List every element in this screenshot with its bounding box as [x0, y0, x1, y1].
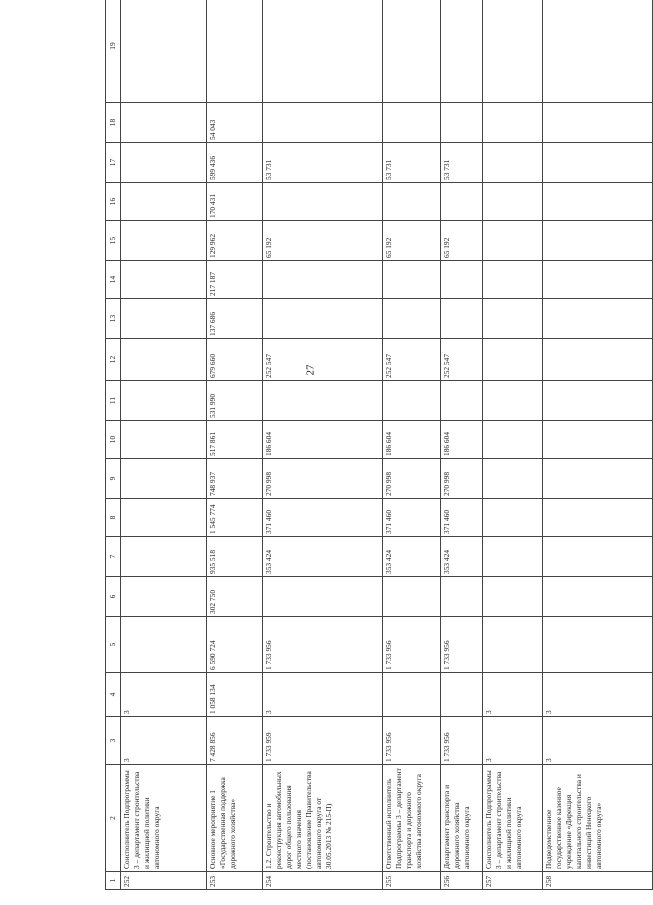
value-cell: [121, 381, 207, 421]
value-cell: [121, 339, 207, 381]
table-row: [383, 0, 441, 890]
column-header: 3: [106, 717, 121, 765]
column-header: 4: [106, 673, 121, 717]
value-cell: 270 998: [263, 459, 383, 499]
value-cell: [263, 381, 383, 421]
value-cell: [441, 103, 483, 143]
value-cell: [543, 261, 653, 299]
page-number-text: 27: [304, 364, 316, 376]
table-row: [207, 0, 263, 890]
value-cell: [121, 577, 207, 617]
value-cell: [383, 0, 441, 103]
value-cell: 1 733 959: [263, 717, 383, 765]
value-cell: [121, 183, 207, 221]
value-cell: [543, 221, 653, 261]
value-cell: [383, 299, 441, 339]
value-cell: [383, 381, 441, 421]
value-cell: 599 436: [207, 143, 263, 183]
value-cell: [441, 673, 483, 717]
value-cell: 302 750: [207, 577, 263, 617]
value-cell: [543, 381, 653, 421]
row-label-cell: 1.2. Строительство и реконструкция автомобильных дорог общего пользования местного значения (постановление Правительства автономного округа от 30.05.2013 № 215-П): [263, 765, 383, 872]
value-cell: 3: [483, 673, 543, 717]
table-row: [543, 0, 653, 890]
value-cell: 137 686: [207, 299, 263, 339]
value-cell: [121, 499, 207, 537]
value-cell: [263, 103, 383, 143]
value-cell: [543, 299, 653, 339]
value-cell: [483, 221, 543, 261]
value-cell: [483, 617, 543, 673]
table-row: [483, 0, 543, 890]
value-cell: 371 460: [263, 499, 383, 537]
value-cell: 170 431: [207, 183, 263, 221]
value-cell: [263, 577, 383, 617]
value-cell: [383, 261, 441, 299]
value-cell: 252 547: [263, 339, 383, 381]
value-cell: [483, 103, 543, 143]
column-header: 17: [106, 143, 121, 183]
value-cell: [483, 183, 543, 221]
value-cell: 217 187: [207, 261, 263, 299]
value-cell: [121, 261, 207, 299]
value-cell: [543, 577, 653, 617]
value-cell: 186 604: [383, 421, 441, 459]
value-cell: [383, 103, 441, 143]
value-cell: [121, 537, 207, 577]
value-cell: 679 660: [207, 339, 263, 381]
value-cell: [483, 499, 543, 537]
value-cell: 1 733 956: [383, 717, 441, 765]
value-cell: 371 460: [383, 499, 441, 537]
value-cell: [543, 499, 653, 537]
value-cell: [543, 183, 653, 221]
value-cell: [543, 617, 653, 673]
table-wrapper: [105, 10, 603, 890]
budget-table: [105, 0, 653, 890]
row-label-cell: Соисполнитель Подпрограммы 3 – департамент строительства и жилищной политики автономного округа: [483, 765, 543, 872]
value-cell: [483, 381, 543, 421]
value-cell: [441, 577, 483, 617]
value-cell: 252 547: [441, 339, 483, 381]
value-cell: [483, 577, 543, 617]
value-cell: [121, 143, 207, 183]
column-header: 14: [106, 261, 121, 299]
value-cell: 54 043: [207, 103, 263, 143]
header-row: [106, 0, 121, 890]
row-label-cell: Ответственный исполнитель Подпрограммы 3 – департамент транспорта и дорожного хозяйства автономного округа: [383, 765, 441, 872]
value-cell: 3: [483, 717, 543, 765]
value-cell: [121, 103, 207, 143]
value-cell: 186 604: [441, 421, 483, 459]
value-cell: [263, 183, 383, 221]
value-cell: 270 998: [383, 459, 441, 499]
column-header: 16: [106, 183, 121, 221]
row-number-cell: 252: [121, 872, 207, 890]
column-header: 13: [106, 299, 121, 339]
value-cell: 53 731: [383, 143, 441, 183]
value-cell: [441, 381, 483, 421]
value-cell: 53 731: [263, 143, 383, 183]
value-cell: [483, 537, 543, 577]
row-label-cell: Подведомственное государственное казенное учреждение «Дирекция капитального строительства и инвестиций Ненецкого автономного округа»: [543, 765, 653, 872]
value-cell: [483, 143, 543, 183]
column-header: 7: [106, 537, 121, 577]
value-cell: [543, 339, 653, 381]
value-cell: [483, 421, 543, 459]
value-cell: 270 998: [441, 459, 483, 499]
value-cell: 3: [543, 673, 653, 717]
value-cell: [121, 617, 207, 673]
row-label-cell: Основное мероприятие 1 «Государственная поддержка дорожного хозяйства»: [207, 765, 263, 872]
value-cell: 65 192: [441, 221, 483, 261]
value-cell: [441, 183, 483, 221]
value-cell: [543, 0, 653, 103]
value-cell: 1 545 774: [207, 499, 263, 537]
value-cell: 1 733 956: [383, 617, 441, 673]
value-cell: [441, 261, 483, 299]
table-row: [263, 0, 383, 890]
column-header: 19: [106, 0, 121, 103]
value-cell: [543, 537, 653, 577]
value-cell: [121, 421, 207, 459]
value-cell: [121, 221, 207, 261]
column-header: 10: [106, 421, 121, 459]
value-cell: [483, 459, 543, 499]
value-cell: 129 962: [207, 221, 263, 261]
value-cell: [263, 0, 383, 103]
value-cell: 53 731: [441, 143, 483, 183]
value-cell: [121, 459, 207, 499]
value-cell: 7 428 856: [207, 717, 263, 765]
value-cell: [383, 673, 441, 717]
value-cell: [543, 143, 653, 183]
value-cell: 6 590 724: [207, 617, 263, 673]
row-number-cell: 254: [263, 872, 383, 890]
column-header: 6: [106, 577, 121, 617]
value-cell: [441, 0, 483, 103]
value-cell: 353 424: [263, 537, 383, 577]
value-cell: [483, 339, 543, 381]
column-header: 8: [106, 499, 121, 537]
table-row: [121, 0, 207, 890]
value-cell: 748 937: [207, 459, 263, 499]
value-cell: 186 604: [263, 421, 383, 459]
value-cell: [441, 299, 483, 339]
value-cell: 3: [121, 673, 207, 717]
row-label-cell: Соисполнитель Подпрограммы 3 – департамент строительства и жилищной политики автономного округа: [121, 765, 207, 872]
value-cell: [207, 0, 263, 103]
value-cell: 517 861: [207, 421, 263, 459]
value-cell: 3: [543, 717, 653, 765]
row-label-cell: Департамент транспорта и дорожного хозяйства автономного округа: [441, 765, 483, 872]
value-cell: 1 733 956: [441, 717, 483, 765]
column-header: 9: [106, 459, 121, 499]
value-cell: 353 424: [383, 537, 441, 577]
row-number-cell: 253: [207, 872, 263, 890]
row-number-cell: 258: [543, 872, 653, 890]
value-cell: [121, 299, 207, 339]
column-header: 5: [106, 617, 121, 673]
row-number-cell: 257: [483, 872, 543, 890]
value-cell: 3: [121, 717, 207, 765]
value-cell: 935 518: [207, 537, 263, 577]
value-cell: 65 192: [383, 221, 441, 261]
value-cell: [383, 577, 441, 617]
value-cell: 1 733 956: [263, 617, 383, 673]
table-row: [441, 0, 483, 890]
column-header: 11: [106, 381, 121, 421]
column-header: 2: [106, 765, 121, 872]
value-cell: [543, 459, 653, 499]
value-cell: 3: [263, 673, 383, 717]
value-cell: [543, 103, 653, 143]
row-number-cell: 256: [441, 872, 483, 890]
value-cell: [263, 299, 383, 339]
value-cell: [543, 421, 653, 459]
value-cell: [383, 183, 441, 221]
column-header: 18: [106, 103, 121, 143]
value-cell: 1 058 134: [207, 673, 263, 717]
value-cell: [121, 0, 207, 103]
row-number-cell: 255: [383, 872, 441, 890]
value-cell: 252 547: [383, 339, 441, 381]
column-header: 1: [106, 872, 121, 890]
value-cell: 531 990: [207, 381, 263, 421]
value-cell: [483, 299, 543, 339]
value-cell: [263, 261, 383, 299]
value-cell: [483, 0, 543, 103]
rotated-page: [105, 10, 603, 890]
column-header: 12: [106, 339, 121, 381]
value-cell: [483, 261, 543, 299]
value-cell: 65 192: [263, 221, 383, 261]
value-cell: 371 460: [441, 499, 483, 537]
value-cell: 1 733 956: [441, 617, 483, 673]
value-cell: 353 424: [441, 537, 483, 577]
column-header: 15: [106, 221, 121, 261]
